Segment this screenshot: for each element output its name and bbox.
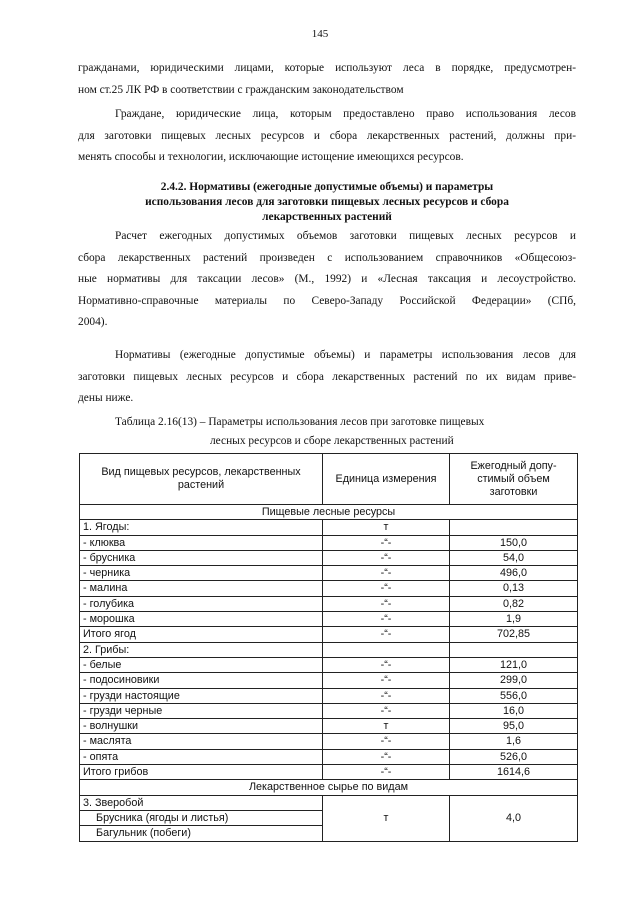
paragraph-2	[78, 104, 576, 169]
unit-cell: -“-	[323, 535, 450, 550]
table-row	[80, 719, 578, 734]
text-line: ные нормативы для таксации лесов» (М., 1992) и «Лесная таксация и лесоустройство.	[78, 273, 576, 285]
volume-cell: 556,0	[450, 688, 578, 703]
text-line: 2004).	[78, 316, 108, 328]
unit-cell: -“-	[323, 688, 450, 703]
unit-cell: т	[323, 520, 450, 535]
unit-cell: -“-	[323, 596, 450, 611]
unit-cell: -“-	[323, 673, 450, 688]
unit-cell: -“-	[323, 627, 450, 642]
table-row	[80, 703, 578, 718]
resource-name-cell: - опята	[80, 749, 323, 764]
volume-cell: 54,0	[450, 550, 578, 565]
text-line: дены ниже.	[78, 392, 134, 404]
volume-cell: 121,0	[450, 657, 578, 672]
section-title: Лекарственное сырье по видам	[80, 780, 578, 795]
resource-name-cell: - маслята	[80, 734, 323, 749]
table-row	[80, 734, 578, 749]
resource-name-cell: - морошка	[80, 612, 323, 627]
heading-line: 2.4.2. Нормативы (ежегодные допустимые объемы) и параметры	[160, 181, 494, 193]
volume-cell	[450, 520, 578, 535]
table-header-row	[80, 454, 578, 505]
section-row	[80, 505, 578, 520]
resource-name-cell: Итого грибов	[80, 765, 323, 780]
table-row	[80, 627, 578, 642]
unit-cell: т	[323, 795, 450, 841]
volume-cell: 496,0	[450, 566, 578, 581]
text-line: заготовки пищевых лесных ресурсов и сбора лекарственных растений по их видам приве-	[78, 370, 576, 383]
text-line: Граждане, юридические лица, которым предоставлено право использования лесов	[115, 108, 576, 120]
volume-cell: 95,0	[450, 719, 578, 734]
resource-name-cell: - подосиновики	[80, 673, 323, 688]
resource-name-cell: 2. Грибы:	[80, 642, 323, 657]
volume-cell: 0,13	[450, 581, 578, 596]
unit-cell: -“-	[323, 703, 450, 718]
table-row	[80, 749, 578, 764]
resource-name-cell: 3. Зверобой	[80, 795, 323, 810]
text-line: Нормативно-справочные материалы по Северо-Западу Российской Федерации» (СПб,	[78, 294, 576, 307]
resource-name-cell: - грузди черные	[80, 703, 323, 718]
text-line: ном ст.25 ЛК РФ в соответствии с гражданским законодательством	[78, 83, 404, 96]
text-line: менять способы и технологии, исключающие истощение имеющихся ресурсов.	[78, 151, 464, 163]
volume-cell: 4,0	[450, 795, 578, 841]
paragraph-1	[78, 58, 576, 101]
unit-cell: -“-	[323, 550, 450, 565]
volume-cell: 1,6	[450, 734, 578, 749]
text-line: сбора лекарственных растений произведен с использованием справочников «Общесоюз-	[78, 251, 576, 264]
heading-line: лекарственных растений	[262, 211, 392, 223]
resource-name-cell: - брусника	[80, 550, 323, 565]
table-row	[80, 765, 578, 780]
table-row	[80, 688, 578, 703]
text-line: для заготовки пищевых лесных ресурсов и сбора лекарственных растений, должны при-	[78, 129, 576, 142]
volume-cell: 16,0	[450, 703, 578, 718]
table-caption: Таблица 2.16(13) – Параметры использования лесов при заготовке пищевых	[115, 416, 485, 428]
table-row	[80, 535, 578, 550]
volume-cell: 1,9	[450, 612, 578, 627]
resource-name-cell: Брусника (ягоды и листья)	[80, 810, 323, 825]
resource-name-cell: - клюква	[80, 535, 323, 550]
table-row	[80, 673, 578, 688]
resource-name-cell: - черника	[80, 566, 323, 581]
resource-name-cell: - белые	[80, 657, 323, 672]
resource-name-cell: - волнушки	[80, 719, 323, 734]
table-caption-cont: лесных ресурсов и сборе лекарственных растений	[210, 435, 454, 447]
unit-cell: -“-	[323, 566, 450, 581]
table-row	[80, 596, 578, 611]
table-row	[80, 612, 578, 627]
table-row	[80, 795, 578, 810]
section-title: Пищевые лесные ресурсы	[80, 505, 578, 520]
table-row	[80, 520, 578, 535]
resource-name-cell: Багульник (побеги)	[80, 826, 323, 841]
resource-name-cell: 1. Ягоды:	[80, 520, 323, 535]
table-row	[80, 657, 578, 672]
paragraph-3	[78, 226, 576, 334]
volume-cell	[450, 642, 578, 657]
resources-table	[79, 453, 578, 842]
volume-cell: 150,0	[450, 535, 578, 550]
volume-cell: 0,82	[450, 596, 578, 611]
table-row	[80, 566, 578, 581]
text-line: Нормативы (ежегодные допустимые объемы) и параметры использования лесов для	[115, 349, 576, 361]
unit-cell: -“-	[323, 657, 450, 672]
text-line: гражданами, юридическими лицами, которые используют леса в порядке, предусмотрен-	[78, 62, 576, 74]
section-heading	[78, 180, 576, 225]
column-header: Ежегодный допу-стимый объем заготовки	[450, 454, 578, 505]
unit-cell: -“-	[323, 581, 450, 596]
section-row	[80, 780, 578, 795]
volume-cell: 1614,6	[450, 765, 578, 780]
column-header: Вид пищевых ресурсов, лекарственных растений	[80, 454, 323, 505]
volume-cell: 299,0	[450, 673, 578, 688]
unit-cell	[323, 642, 450, 657]
resource-name-cell: - голубика	[80, 596, 323, 611]
text-line: Расчет ежегодных допустимых объемов заготовки пищевых лесных ресурсов и	[115, 230, 576, 242]
volume-cell: 702,85	[450, 627, 578, 642]
volume-cell: 526,0	[450, 749, 578, 764]
table-row	[80, 550, 578, 565]
unit-cell: -“-	[323, 734, 450, 749]
paragraph-4	[78, 345, 576, 410]
unit-cell: т	[323, 719, 450, 734]
table-row	[80, 581, 578, 596]
unit-cell: -“-	[323, 765, 450, 780]
resource-name-cell: - малина	[80, 581, 323, 596]
unit-cell: -“-	[323, 749, 450, 764]
unit-cell: -“-	[323, 612, 450, 627]
heading-line: использования лесов для заготовки пищевых лесных ресурсов и сбора	[145, 196, 509, 208]
table-row	[80, 642, 578, 657]
resource-name-cell: Итого ягод	[80, 627, 323, 642]
page-number: 145	[311, 28, 329, 40]
column-header: Единица измерения	[323, 454, 450, 505]
resource-name-cell: - грузди настоящие	[80, 688, 323, 703]
